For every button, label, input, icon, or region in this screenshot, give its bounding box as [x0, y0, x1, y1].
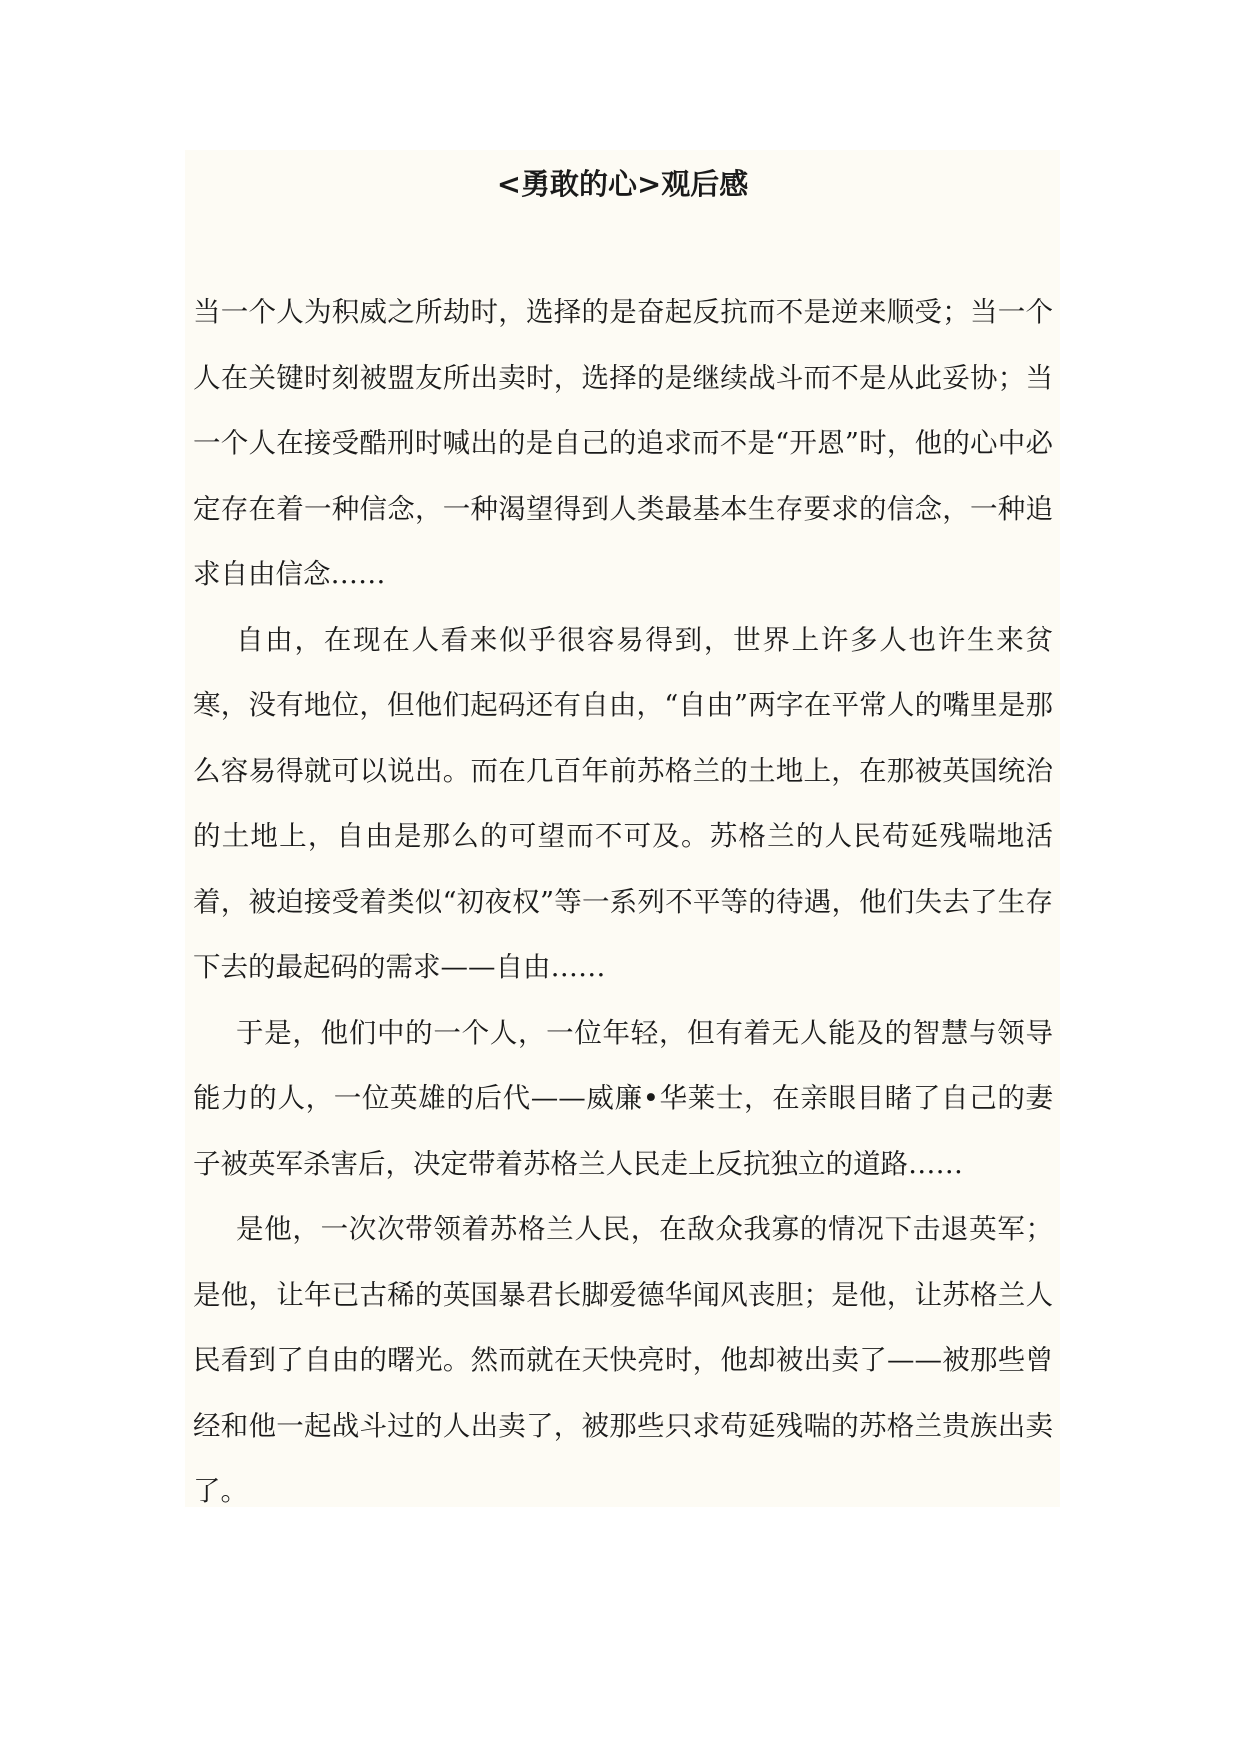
- paragraph-1: 当一个人为积威之所劫时，选择的是奋起反抗而不是逆来顺受；当一个人在关键时刻被盟友所出卖时，选择的是继续战斗而不是从此妥协；当一个人在接受酷刑时喊出的是自己的追求而不是“开恩”时，他的心中必定存在着一种信念，一种渴望得到人类最基本生存要求的信念，一种追求自由信念……: [193, 296, 1053, 590]
- document-body: [193, 280, 1053, 1525]
- paragraph-4: 是他，一次次带领着苏格兰人民，在敌众我寡的情况下击退英军；是他，让年已古稀的英国暴君长脚爱德华闻风丧胆；是他，让苏格兰人民看到了自由的曙光。然而就在天快亮时，他却被出卖了——被那些曾经和他一起战斗过的人出卖了，被那些只求苟延残喘的苏格兰贵族出卖了。: [193, 1213, 1053, 1507]
- document-page: [185, 150, 1060, 1507]
- document-title: <勇敢的心>观后感: [496, 167, 749, 201]
- paragraph-3: 于是，他们中的一个人，一位年轻，但有着无人能及的智慧与领导能力的人，一位英雄的后代——威廉•华莱士，在亲眼目睹了自己的妻子被英军杀害后，决定带着苏格兰人民走上反抗独立的道路……: [193, 1016, 1053, 1180]
- paragraph-2: 自由，在现在人看来似乎很容易得到，世界上许多人也许生来贫寒，没有地位，但他们起码还有自由，“自由”两字在平常人的嘴里是那么容易得就可以说出。而在几百年前苏格兰的土地上，在那被英国统治的土地上，自由是那么的可望而不可及。苏格兰的人民苟延残喘地活着，被迫接受着类似“初夜权”等一系列不平等的待遇，他们失去了生存下去的最起码的需求——自由……: [193, 623, 1053, 983]
